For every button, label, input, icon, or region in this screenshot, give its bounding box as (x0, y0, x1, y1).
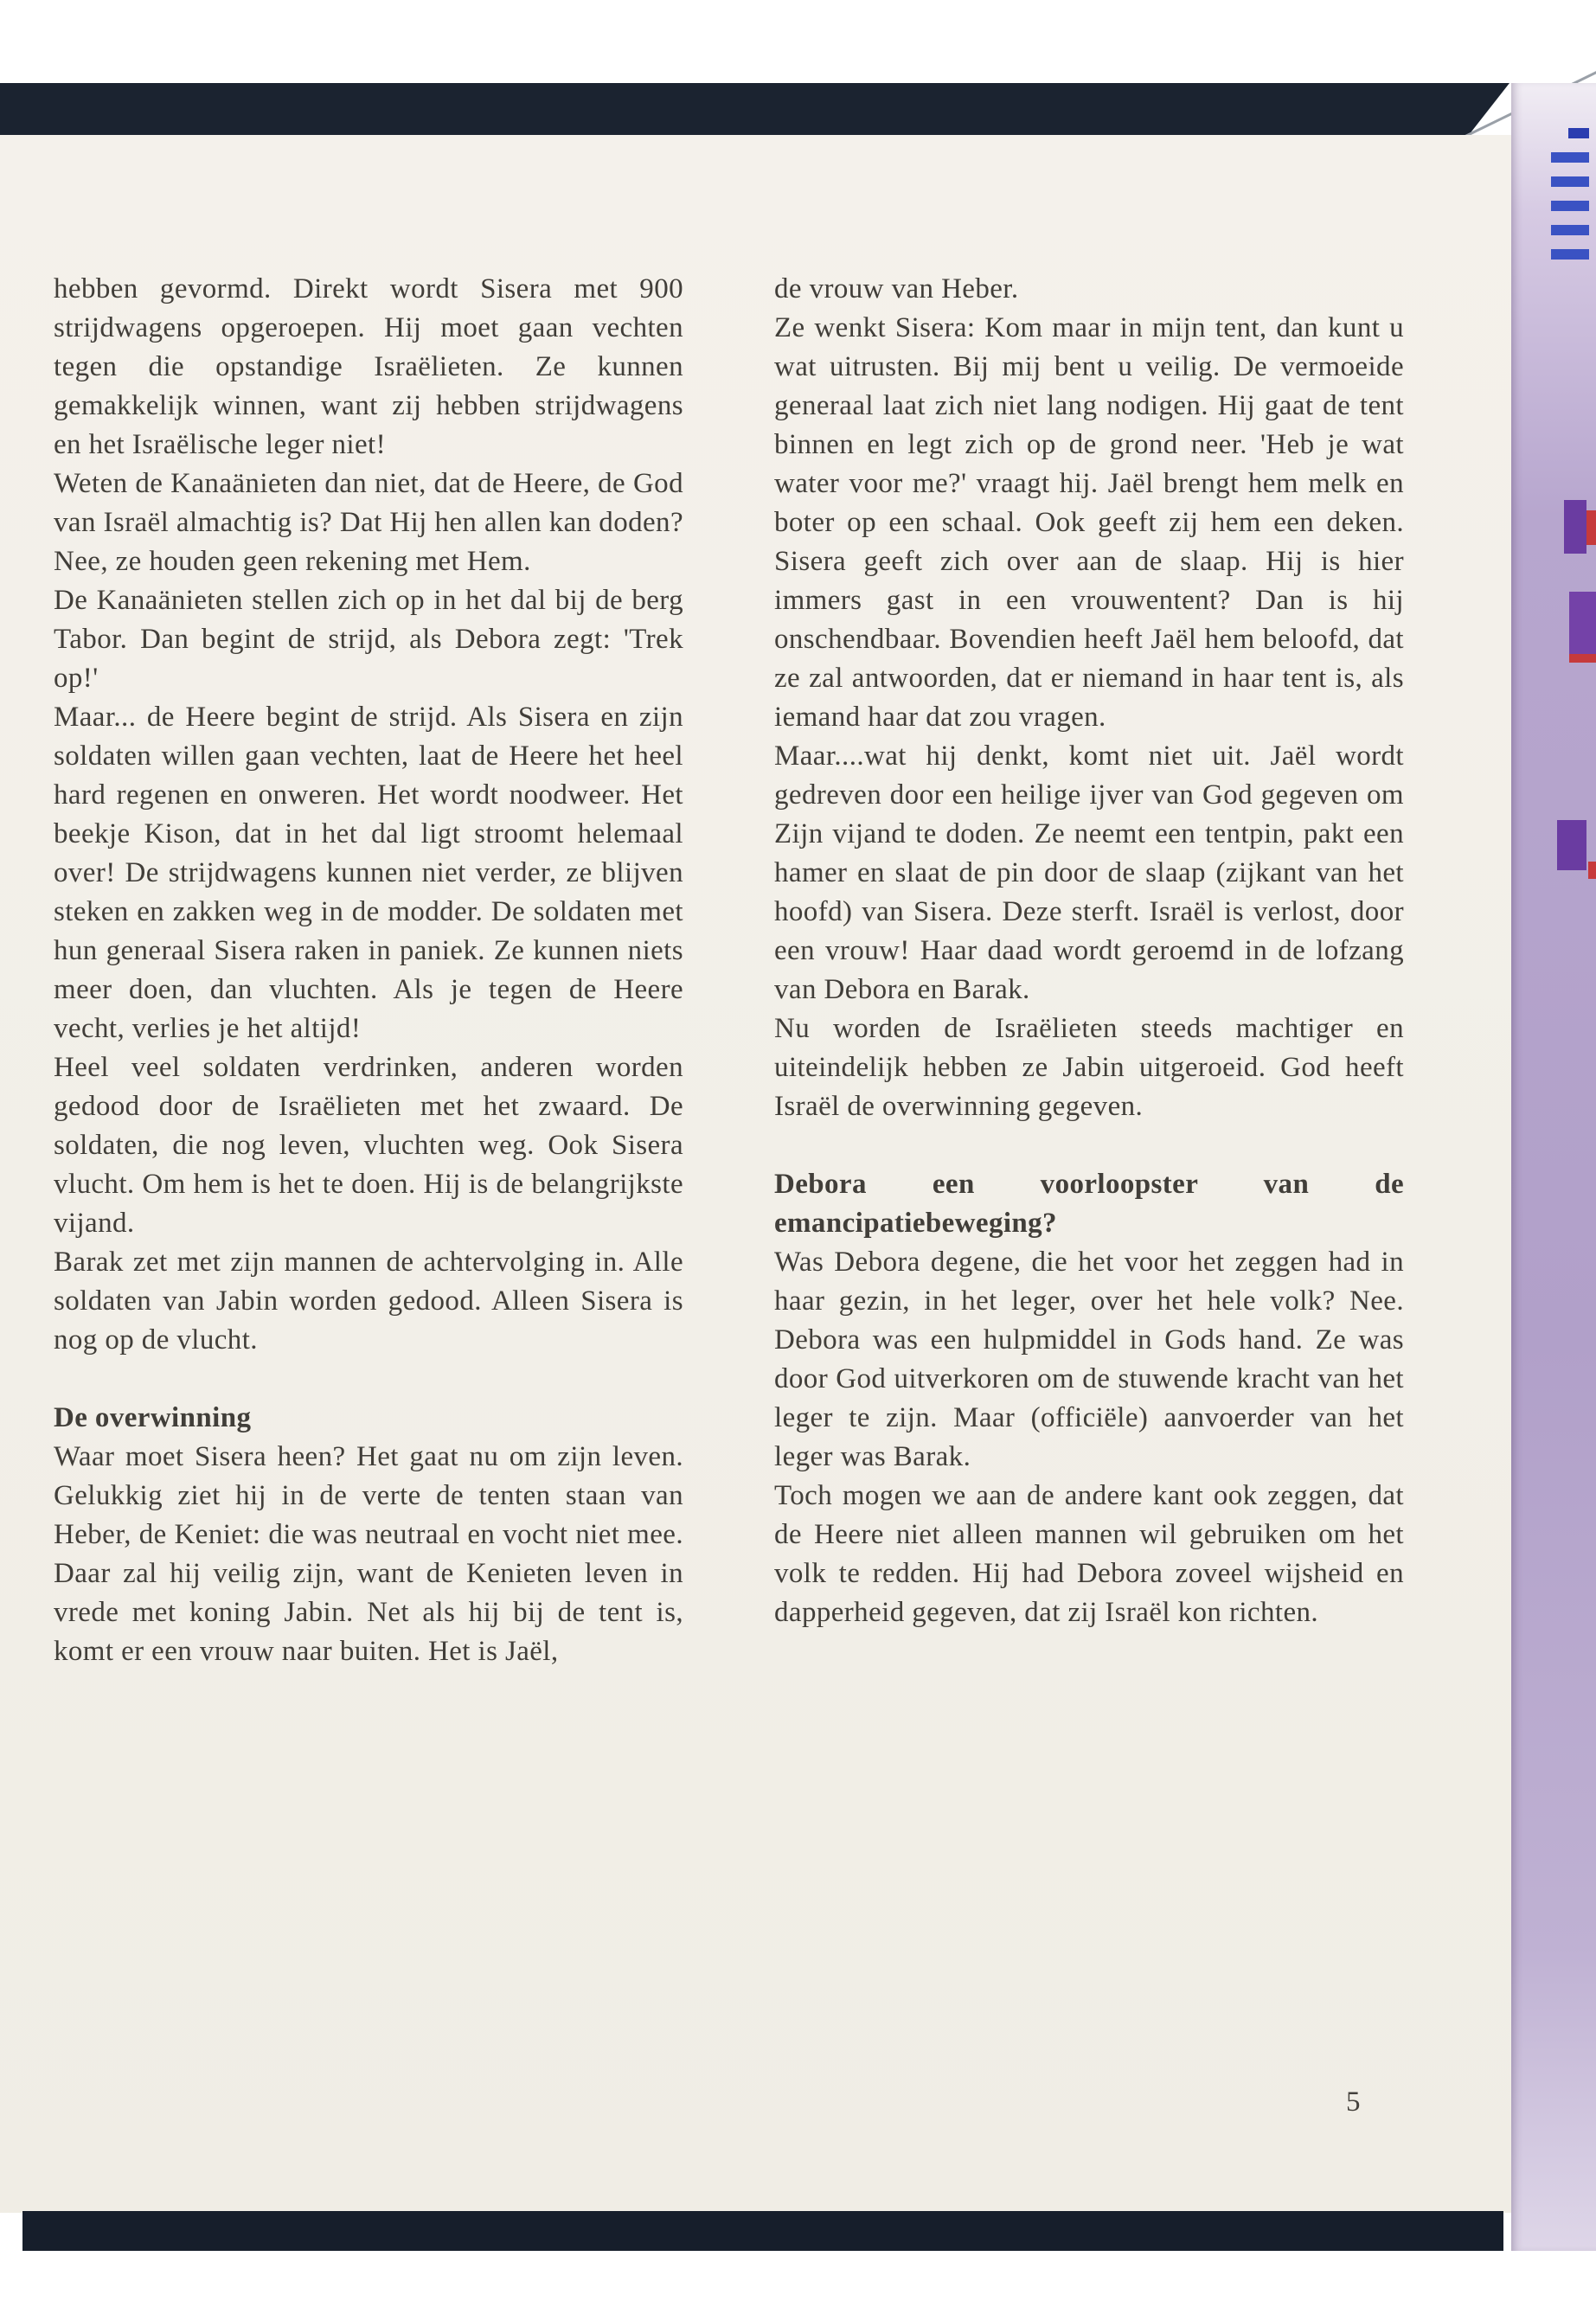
book-cover-bottom-edge (22, 2211, 1503, 2251)
print-bleed-mark-purple (1564, 500, 1586, 554)
print-dash-icon (1551, 152, 1589, 163)
body-paragraph: Maar... de Heere begint de strijd. Als Sisera en zijn soldaten willen gaan vechten, laat de Heere het heel hard regenen en onweren. Het wordt noodweer. Het beekje Kison, dat in het dal ligt stroomt helemaal over! De strijdwagens kunnen niet verder, ze blijven steken en zakken weg in de modder. De soldaten met hun generaal Sisera raken in paniek. Ze kunnen niets meer doen, dan vluchten. Als je tegen de Heere vecht, verlies je het altijd! (54, 702, 683, 1044)
left-text-column (54, 270, 683, 1671)
print-dash-icon (1551, 176, 1589, 187)
print-dash-icon (1568, 128, 1589, 138)
body-paragraph: Heel veel soldaten verdrinken, anderen worden gedood door de Israëlieten met het zwaard. De soldaten, die nog leven, vluchten weg. Ook Sisera vlucht. Om hem is het te doen. Hij is de belangrijkste vijand. (54, 1052, 683, 1239)
body-paragraph: Barak zet met zijn mannen de achtervolging in. Alle soldaten van Jabin worden gedood. Alleen Sisera is nog op de vlucht. (54, 1247, 683, 1356)
print-bleed-mark-red (1569, 654, 1596, 663)
blue-print-marks (1551, 128, 1589, 260)
body-paragraph: hebben gevormd. Direkt wordt Sisera met 900 strijdwagens opgeroepen. Hij moet gaan vechten tegen die opstandige Israëlieten. Ze kunnen gemakkelijk winnen, want zij hebben strijdwagens en het Israëlische leger niet! (54, 273, 683, 460)
print-bleed-mark-red (1586, 510, 1596, 545)
print-bleed-mark-purple (1557, 820, 1586, 870)
body-paragraph: Toch mogen we aan de andere kant ook zeggen, dat de Heere niet alleen mannen wil gebruiken om het volk te redden. Hij had Debora zoveel wijsheid en dapperheid gegeven, dat zij Israël kon richten. (774, 1480, 1404, 1628)
print-dash-icon (1551, 225, 1589, 235)
body-paragraph: Maar....wat hij denkt, komt niet uit. Jaël wordt gedreven door een heilige ijver van God gegeven om Zijn vijand te doden. Ze neemt een tentpin, pakt een hamer en slaat de pin door de slaap (zijkant van het hoofd) van Sisera. Deze sterft. Israël is verlost, door een vrouw! Haar daad wordt geroemd in de lofzang van Debora en Barak. (774, 740, 1404, 1005)
print-dash-icon (1551, 201, 1589, 211)
page-number: 5 (1346, 2086, 1361, 2118)
print-bleed-mark-red (1588, 862, 1596, 879)
next-page-edge (1511, 83, 1596, 2251)
body-paragraph: Nu worden de Israëlieten steeds machtiger en uiteindelijk hebben ze Jabin uitgeroeid. God heeft Israël de overwinning gegeven. (774, 1013, 1404, 1122)
section-heading: Debora een voorloopster van de emancipatiebeweging? (774, 1169, 1404, 1239)
body-paragraph: Waar moet Sisera heen? Het gaat nu om zijn leven. Gelukkig ziet hij in de verte de tenten staan van Heber, de Keniet: die was neutraal en vocht niet mee. Daar zal hij veilig zijn, want de Kenieten leven in vrede met koning Jabin. Net als hij bij de tent is, komt er een vrouw naar buiten. Het is Jaël, (54, 1441, 683, 1667)
print-dash-icon (1551, 249, 1589, 260)
body-paragraph: Weten de Kanaänieten dan niet, dat de Heere, de God van Israël almachtig is? Dat Hij hen allen kan doden? Nee, ze houden geen rekening met Hem. (54, 468, 683, 577)
body-paragraph: Was Debora degene, die het voor het zeggen had in haar gezin, in het leger, over het hele volk? Nee. Debora was een hulpmiddel in Gods hand. Ze was door God uitverkoren om de stuwende kracht van het leger te zijn. Maar (officiële) aanvoerder van het leger was Barak. (774, 1247, 1404, 1472)
section-heading: De overwinning (54, 1402, 252, 1433)
print-bleed-mark-purple (1569, 592, 1596, 654)
body-paragraph: Ze wenkt Sisera: Kom maar in mijn tent, dan kunt u wat uitrusten. Bij mij bent u veilig. De vermoeide generaal laat zich niet lang nodigen. Hij gaat de tent binnen en legt zich op de grond neer. 'Heb je wat water voor me?' vraagt hij. Jaël brengt hem melk en boter op een schaal. Ook geeft zij hem een deken. Sisera geeft zich over aan de slaap. Hij is hier immers gast in een vrouwentent? Dan is hij onschendbaar. Bovendien heeft Jaël hem beloofd, dat ze zal antwoorden, dat er niemand in haar tent is, als iemand haar dat zou vragen. (774, 312, 1404, 733)
body-paragraph: De Kanaänieten stellen zich op in het dal bij de berg Tabor. Dan begint de strijd, als Debora zegt: 'Trek op!' (54, 585, 683, 694)
right-text-column (774, 270, 1404, 1632)
book-cover-top-edge (0, 83, 1509, 135)
body-paragraph: de vrouw van Heber. (774, 273, 1019, 304)
